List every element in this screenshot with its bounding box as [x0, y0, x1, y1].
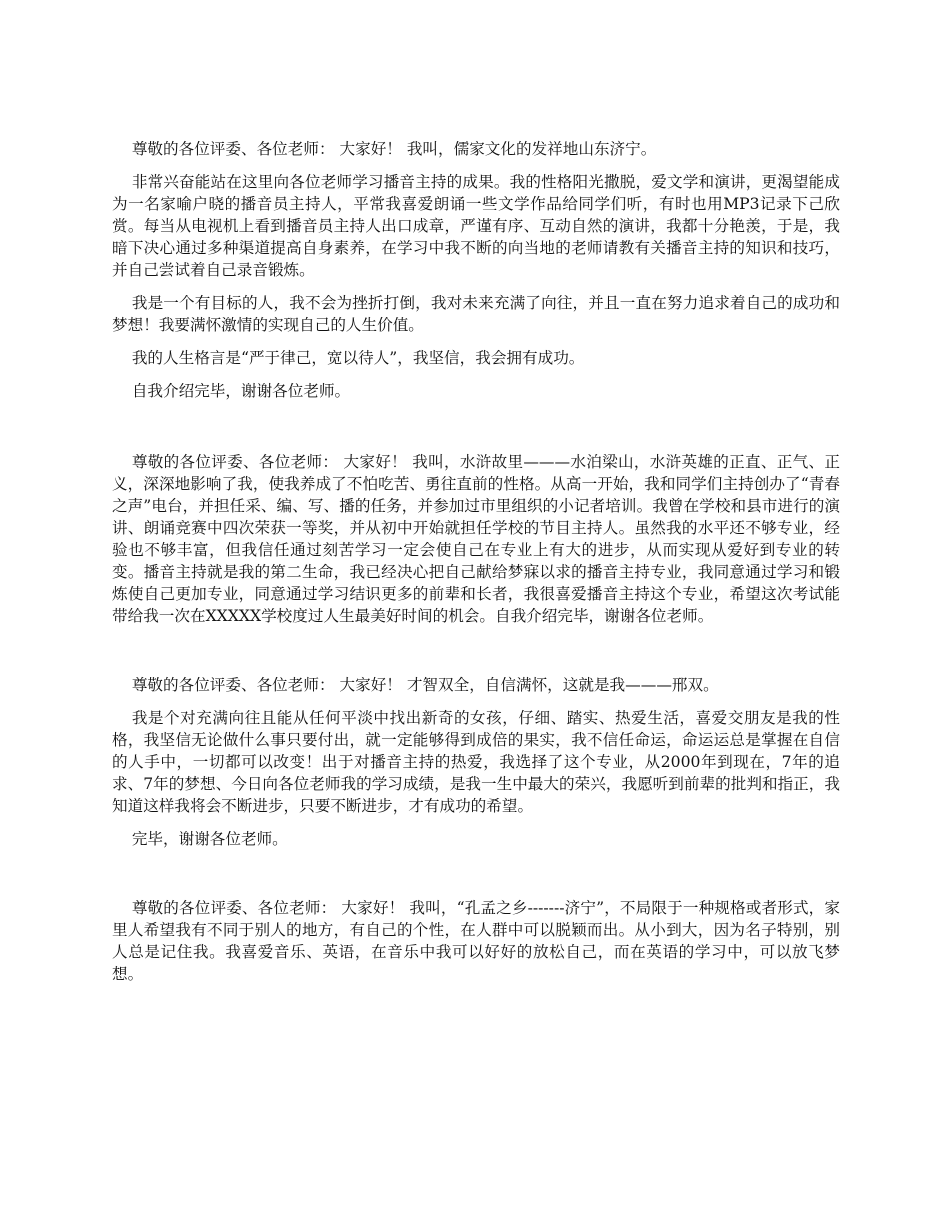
section-spacer: [112, 413, 840, 451]
paragraph: 我是一个有目标的人，我不会为挫折打倒，我对未来充满了向往，并且一直在努力追求着自己的成功和梦想！我要满怀激情的实现自己的人生价值。: [112, 294, 840, 334]
paragraph: 非常兴奋能站在这里向各位老师学习播音主持的成果。我的性格阳光撒脱，爱文学和演讲，更渴望能成为一名家喻户晓的播音员主持人，平常我喜爱朗诵一些文学作品给同学们听，有时也用MP3记录下己欣赏。每当从电视机上看到播音员主持人出口成章，严谨有序、互动自然的演讲，我都十分艳羡，于是，我暗下决心通过多种渠道提高自身素养，在学习中我不断的向当地的老师请教有关播音主持的知识和技巧，并自己尝试着自己录音锻炼。: [112, 173, 840, 279]
section-spacer: [112, 638, 840, 674]
paragraph: 尊敬的各位评委、各位老师： 大家好！ 我叫，水浒故里———水泊梁山，水浒英雄的正直、正气、正义，深深地影响了我，使我养成了不怕吃苦、勇往直前的性格。从高一开始，我和同学们主持创办了“青春之声”电台，并担任采、编、写、播的任务，并参加过市里组织的小记者培训。我曾在学校和县市进行的演讲、朗诵竞赛中四次荣获一等奖，并从初中开始就担任学校的节目主持人。虽然我的水平还不够专业，经验也不够丰富，但我信任通过刻苦学习一定会使自己在专业上有大的进步，从而实现从爱好到专业的转变。播音主持就是我的第二生命，我已经决心把自己献给梦寐以求的播音主持专业，我同意通过学习和锻炼使自己更加专业，同意通过学习结识更多的前辈和长者，我很喜爱播音主持这个专业，希望这次考试能带给我一次在XXXXX学校度过人生最美好时间的机会。自我介绍完毕，谢谢各位老师。: [112, 453, 840, 625]
document-page: [112, 138, 840, 996]
paragraph: 我是个对充满向往且能从任何平淡中找出新奇的女孩，仔细、踏实、热爱生活，喜爱交朋友是我的性格，我坚信无论做什么事只要付出，就一定能够得到成倍的果实，我不信任命运，命运运总是掌握在自信的人手中，一切都可以改变！出于对播音主持的热爱，我选择了这个专业，从2000年到现在，7年的追求、7年的梦想、今日向各位老师我的学习成绩，是我一生中最大的荣兴，我愿听到前辈的批判和指正，我知道这样我将会不断进步，只要不断进步，才有成功的希望。: [112, 709, 840, 815]
paragraph: 自我介绍完毕，谢谢各位老师。: [131, 382, 351, 400]
intro-section-1: [112, 138, 840, 402]
paragraph: 尊敬的各位评委、各位老师： 大家好！ 我叫，“孔孟之乡-------济宁”，不局限于一种规格或者形式，家里人希望我有不同于别人的地方，有自己的个性，在人群中可以脱颖而出。从小到大，因为名子特别，别人总是记住我。我喜爱音乐、英语，在音乐中我可以好好的放松自己，而在英语的学习中，可以放飞梦想。: [112, 899, 840, 983]
paragraph: 我的人生格言是“严于律己，宽以待人”，我坚信，我会拥有成功。: [131, 349, 585, 367]
intro-section-3: [112, 674, 840, 850]
section-spacer: [112, 861, 840, 897]
intro-section-4: [112, 897, 840, 985]
paragraph: 尊敬的各位评委、各位老师： 大家好！ 我叫，儒家文化的发祥地山东济宁。: [131, 140, 657, 158]
paragraph: 完毕，谢谢各位老师。: [131, 830, 288, 848]
paragraph: 尊敬的各位评委、各位老师： 大家好！ 才智双全，自信满怀，这就是我———邢双。: [131, 676, 719, 694]
intro-section-2: [112, 451, 840, 627]
